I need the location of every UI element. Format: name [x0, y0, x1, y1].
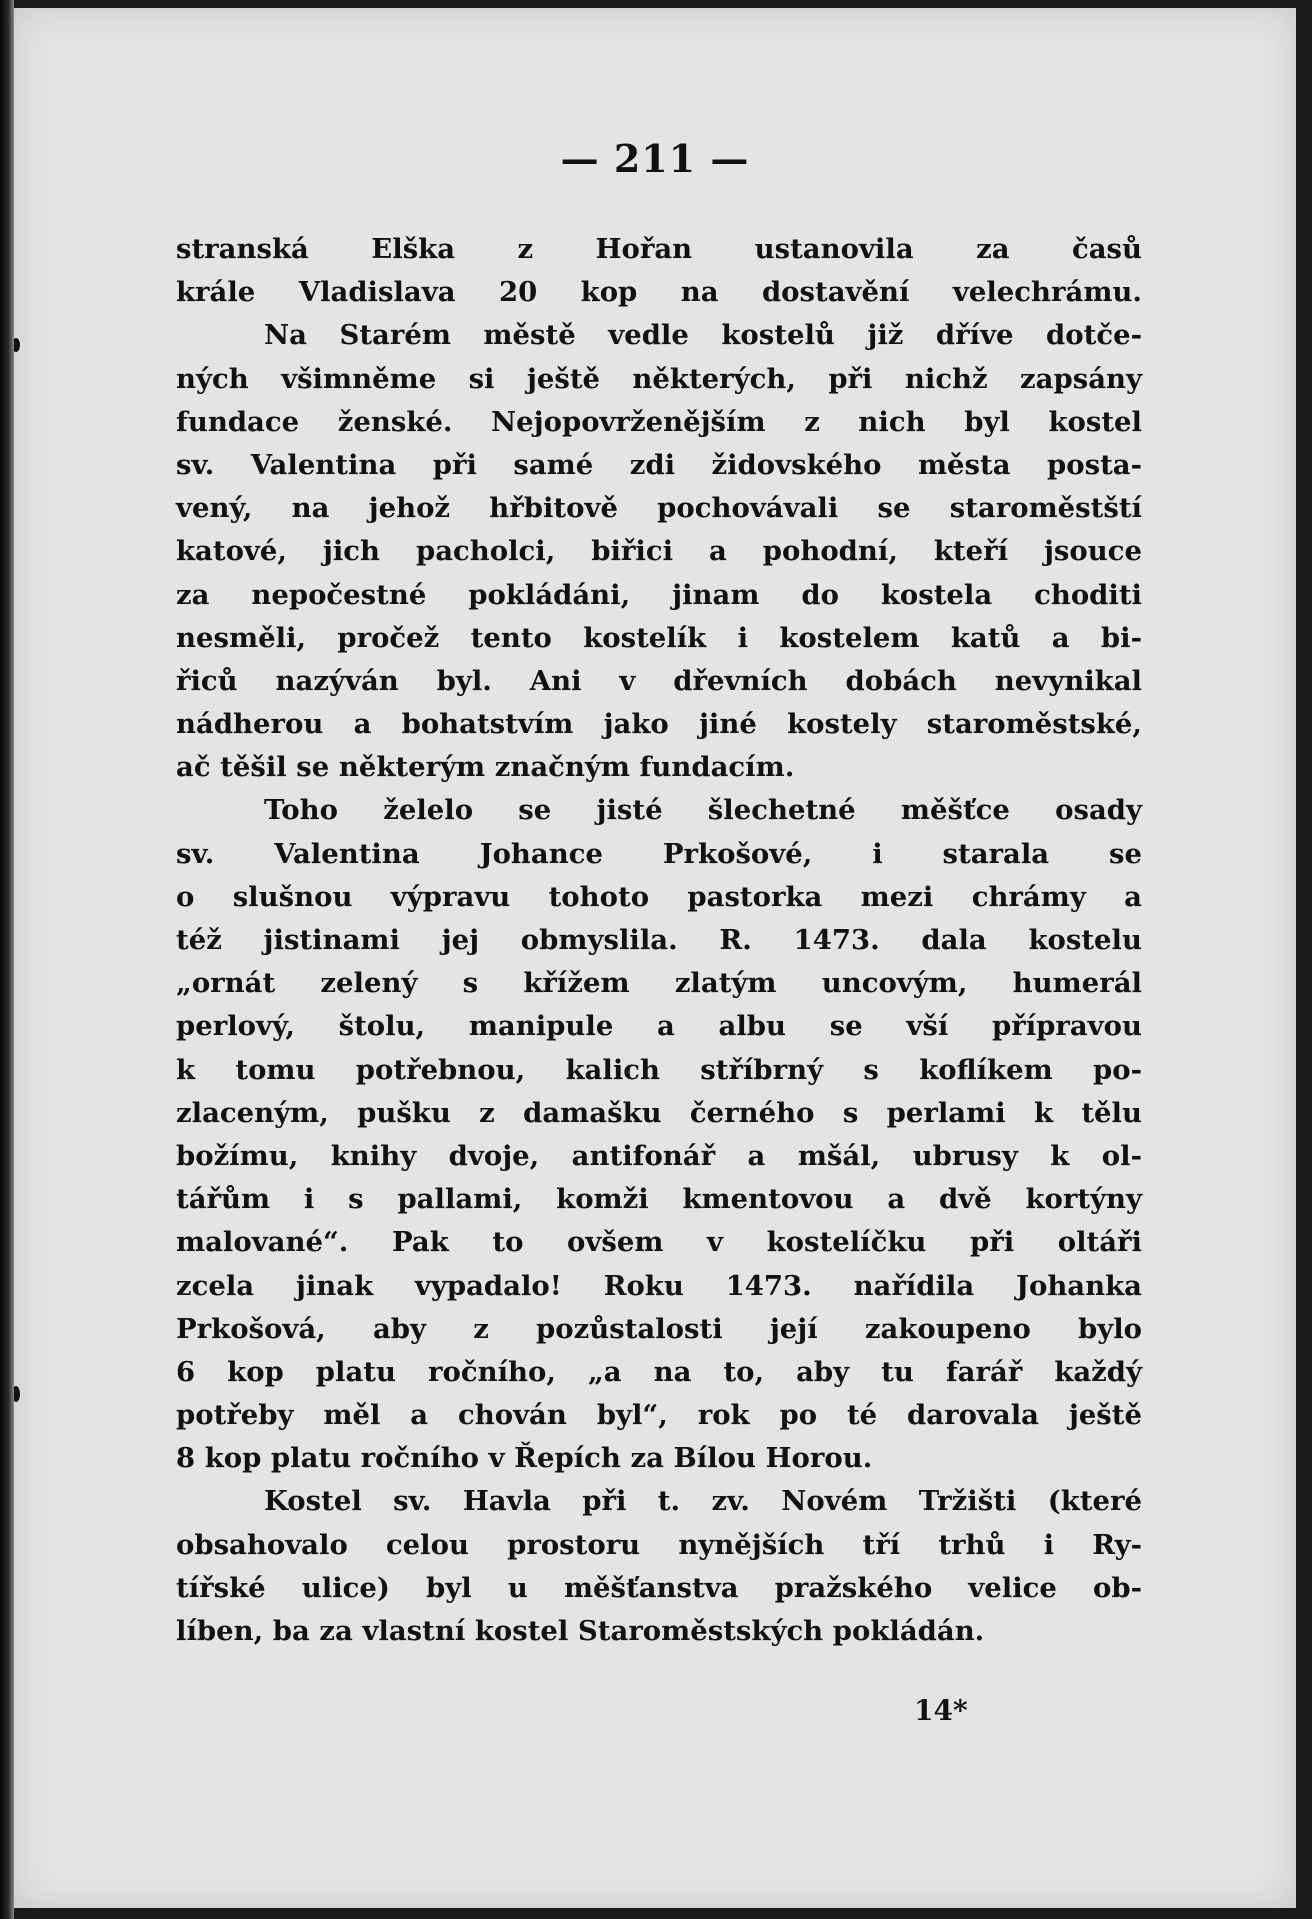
text-line: krále Vladislava 20 kop na dostavění velechrámu.	[176, 276, 1142, 309]
text-line: sv. Valentina Johance Prkošové, i starala se	[176, 837, 1142, 870]
text-line: za nepočestné pokládáni, jinam do kostela choditi	[176, 578, 1142, 611]
text-line: líben, ba za vlastní kostel Staroměstských pokládán.	[176, 1615, 985, 1647]
text-line: stranská Elška z Hořan ustanovila za časů	[176, 233, 1142, 265]
text-line: řiců nazýván byl. Ani v dřevních dobách nevynikal	[176, 664, 1142, 697]
text-line: božímu, knihy dvoje, antifonář a mšál, ubrusy k ol-	[176, 1139, 1142, 1172]
text-line: nádherou a bohatstvím jako jiné kostely staroměstské,	[176, 708, 1142, 741]
text-line: ných všimněme si ještě některých, při nichž zapsány	[176, 362, 1142, 395]
body-text	[176, 228, 1142, 1653]
text-line: Kostel sv. Havla při t. zv. Novém Tržišti (které	[264, 1485, 1142, 1518]
text-line: zcela jinak vypadalo! Roku 1473. nařídila Johanka	[176, 1269, 1142, 1302]
text-line: potřeby měl a chován byl“, rok po té darovala ještě	[176, 1399, 1142, 1432]
text-line: 8 kop platu ročního v Řepích za Bílou Horou.	[176, 1442, 873, 1475]
text-line: Prkošová, aby z pozůstalosti její zakoupeno bylo	[176, 1312, 1142, 1345]
book-binding-edge	[0, 0, 14, 1919]
text-line: nesměli, pročež tento kostelík i kostelem katů a bi-	[176, 621, 1142, 654]
printer-signature-mark: 14*	[914, 1694, 968, 1727]
text-line: ač těšil se některým značným fundacím.	[176, 751, 795, 784]
text-line: obsahovalo celou prostoru nynějších tří trhů i Ry-	[176, 1528, 1142, 1561]
text-line: perlový, štolu, manipule a albu se vší přípravou	[176, 1010, 1142, 1043]
text-line: k tomu potřebnou, kalich stříbrný s koflíkem po-	[176, 1053, 1142, 1086]
text-line: též jistinami jej obmyslila. R. 1473. dala kostelu	[176, 924, 1142, 956]
margin-ink-dot	[14, 338, 20, 352]
text-line: zlaceným, pušku z damašku černého s perlami k tělu	[176, 1096, 1142, 1129]
page-number: — 211 —	[560, 136, 750, 181]
book-page	[14, 8, 1296, 1908]
text-line: fundace ženské. Nejopovrženějším z nich byl kostel	[176, 405, 1142, 438]
margin-ink-dot	[14, 1386, 20, 1402]
text-line: tířské ulice) byl u měšťanstva pražského velice ob-	[176, 1571, 1142, 1604]
text-line: vený, na jehož hřbitově pochovávali se staroměstští	[176, 492, 1142, 525]
text-line: katové, jich pacholci, biřici a pohodní, kteří jsouce	[176, 535, 1142, 568]
text-line: Na Starém městě vedle kostelů již dříve dotče-	[264, 319, 1142, 352]
text-line: malované“. Pak to ovšem v kostelíčku při oltáři	[176, 1226, 1142, 1259]
text-line: o slušnou výpravu tohoto pastorka mezi chrámy a	[176, 880, 1142, 913]
text-line: „ornát zelený s křížem zlatým uncovým, humerál	[176, 967, 1142, 1000]
text-line: sv. Valentina při samé zdi židovského města posta-	[176, 448, 1142, 481]
text-line: 6 kop platu ročního, „a na to, aby tu farář každý	[176, 1355, 1142, 1388]
text-line: Toho želelo se jisté šlechetné měšťce osady	[264, 794, 1142, 827]
text-line: tářům i s pallami, komži kmentovou a dvě kortýny	[176, 1183, 1142, 1216]
